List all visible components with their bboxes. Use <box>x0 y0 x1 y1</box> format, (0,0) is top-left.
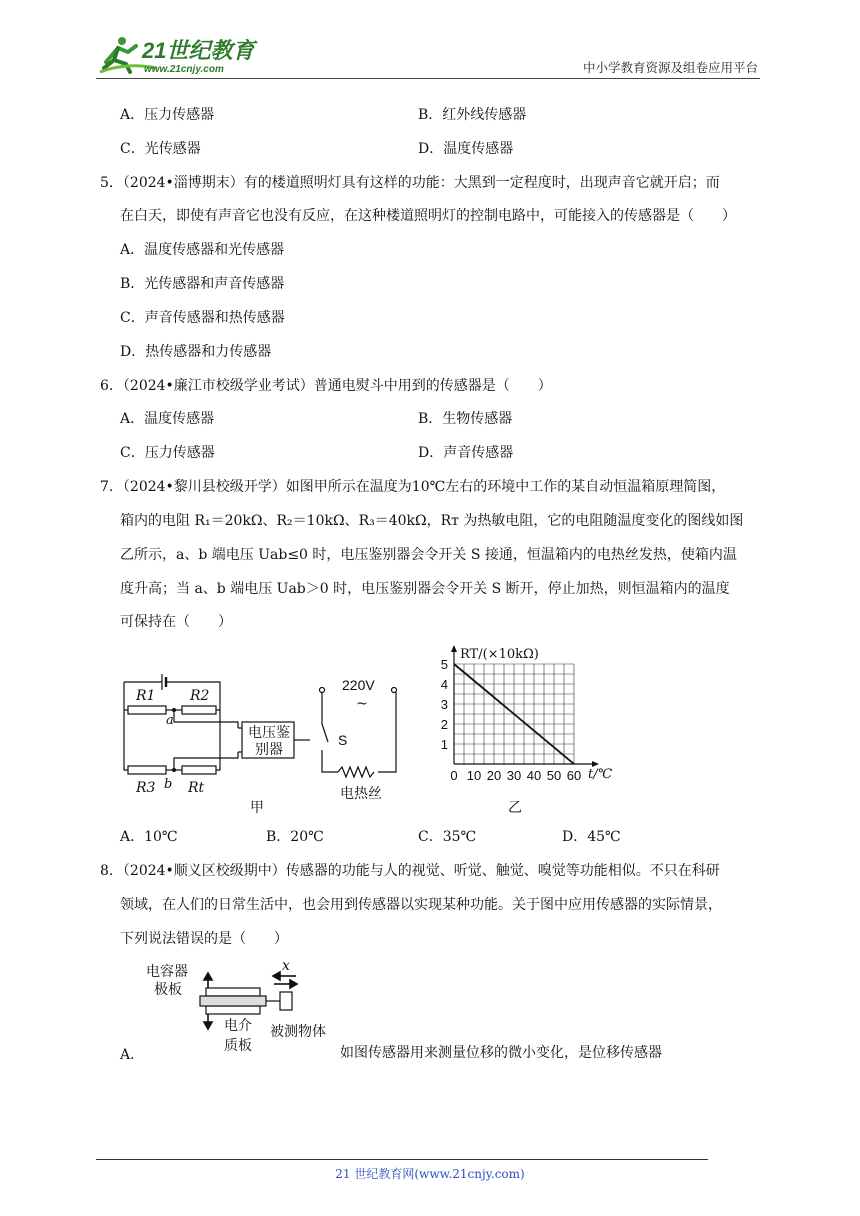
capacitor-top-plate <box>206 988 260 996</box>
q7-stem-line5: 可保持在（ ） <box>120 614 232 630</box>
dielectric-slab <box>200 996 266 1006</box>
arrow-right-icon <box>290 980 297 988</box>
detector-label-line1: 电压鉴 <box>248 725 290 741</box>
label-r3: R3 <box>136 780 156 796</box>
platform-name: 中小学教育资源及组卷应用平台 <box>582 60 758 75</box>
chart-axes <box>451 645 599 767</box>
q7-stem-line4: 度升高；当 a、b 端电压 Uab＞0 时，电压鉴别器会令开关 S 断开，停止加热，则恒温箱内的温度 <box>120 581 730 597</box>
y-tick-label: 1 <box>440 737 448 752</box>
q8-stem-line3: 下列说法错误的是（ ） <box>120 931 288 947</box>
header-divider <box>96 78 760 79</box>
q5-option-c: C．声音传感器和热传感器 <box>120 310 285 326</box>
q6-option-b: B．生物传感器 <box>418 411 513 427</box>
footer-text: 21 世纪教育网(www.21cnjy.com) <box>335 1167 525 1181</box>
arrow-down-icon <box>204 1022 212 1029</box>
label-b: b <box>164 777 173 792</box>
measured-object <box>280 992 292 1010</box>
switch-blade <box>322 724 328 742</box>
x-tick-label: 0 <box>450 768 458 783</box>
x-tick-label: 60 <box>566 768 582 783</box>
heater-coil <box>338 767 374 777</box>
site-logo <box>96 32 266 80</box>
chart-ylabel: RT/(×10kΩ) <box>460 647 539 662</box>
ac-symbol: ~ <box>356 696 368 712</box>
y-tick-label: 3 <box>440 697 448 712</box>
q8-stem-line2: 领域，在人们的日常生活中，也会用到传感器以实现某种功能。关于图中应用传感器的实际情景， <box>120 897 722 913</box>
terminal-right <box>392 688 397 693</box>
heater-label: 电热丝 <box>340 786 382 802</box>
q5-stem-line2: 在白天，即使有声音它也没有反应，在这种楼道照明灯的控制电路中，可能接入的传感器是（ ） <box>120 208 736 224</box>
label-rt: Rt <box>188 780 205 796</box>
rt-temperature-chart <box>430 640 630 820</box>
switch-label: S <box>338 732 348 748</box>
label-a: a <box>166 713 174 728</box>
q7-option-a: A．10℃ <box>120 829 178 845</box>
resistor-r3 <box>128 766 166 774</box>
x-tick-label: 20 <box>486 768 502 783</box>
capacitor-bottom-plate <box>206 1006 260 1014</box>
terminal-left <box>320 688 325 693</box>
q7-stem-line1: 7．（2024•黎川县校级开学）如图甲所示在温度为10℃左右的环境中工作的某自动恒温箱原理简图， <box>100 479 726 495</box>
fig-label-dielectric: 电介 <box>224 1018 252 1034</box>
resistor-rt <box>182 766 216 774</box>
q7-option-c: C．35℃ <box>418 829 477 845</box>
footer-divider <box>96 1159 708 1160</box>
q7-stem-line3: 乙所示，a、b 端电压 Uab≤0 时，电压鉴别器会令开关 S 接通，恒温箱内的电热丝发热，使箱内温 <box>120 547 737 563</box>
y-axis-arrow-icon <box>451 645 457 652</box>
q7-option-d: D．45℃ <box>562 829 621 845</box>
x-tick-label: 30 <box>506 768 522 783</box>
q5-stem-line1: 5．（2024•淄博期末）有的楼道照明灯具有这样的功能：大黑到一定程度时，出现声音它就开启；而 <box>100 175 720 191</box>
fig-label-capacitor: 电容器 <box>146 964 188 980</box>
q5-option-b: B．光传感器和声音传感器 <box>120 276 285 292</box>
fig-label-object: 被测物体 <box>270 1024 326 1040</box>
x-tick-label: 10 <box>466 768 482 783</box>
logo-url: www.21cnjy.com <box>144 64 224 75</box>
fig-label-plate: 极板 <box>154 982 182 998</box>
label-r1: R1 <box>136 688 156 704</box>
q4-option-d: D．温度传感器 <box>418 141 514 157</box>
circuit-diagram <box>118 660 428 820</box>
logo-text: 21世纪教育 <box>142 38 255 63</box>
q8-option-a-text: 如图传感器用来测量位移的微小变化，是位移传感器 <box>340 1045 662 1061</box>
resistor-r2 <box>182 706 216 714</box>
fig-label-dielectric-plate: 质板 <box>224 1038 252 1054</box>
y-tick-label: 5 <box>440 657 448 672</box>
q4-option-c: C．光传感器 <box>120 141 201 157</box>
q5-option-d: D．热传感器和力传感器 <box>120 344 272 360</box>
figure-caption-jia: 甲 <box>250 800 264 816</box>
y-tick-label: 4 <box>440 677 448 692</box>
fig-label-x: x <box>282 958 290 974</box>
q6-option-a: A．温度传感器 <box>120 411 215 427</box>
x-tick-label: 50 <box>546 768 562 783</box>
q6-option-c: C．压力传感器 <box>120 445 215 461</box>
q4-option-b: B．红外线传感器 <box>418 107 527 123</box>
resistor-r1 <box>128 706 166 714</box>
q8-option-a-label: A． <box>120 1047 145 1063</box>
q6-option-d: D．声音传感器 <box>418 445 514 461</box>
q6-stem: 6．（2024•廉江市校级学业考试）普通电熨斗中用到的传感器是（ ） <box>100 378 552 394</box>
label-r2: R2 <box>190 688 210 704</box>
figure-caption-yi: 乙 <box>508 800 522 816</box>
q5-option-a: A．温度传感器和光传感器 <box>120 242 285 258</box>
arrow-up-icon <box>204 973 212 980</box>
q4-option-a: A．压力传感器 <box>120 107 215 123</box>
chart-xlabel: t/℃ <box>588 767 613 782</box>
q7-stem-line2: 箱内的电阻 R₁＝20kΩ、R₂＝10kΩ、R₃＝40kΩ，Rᴛ 为热敏电阻，它的电阻随温度变化的图线如图 <box>120 513 744 529</box>
capacitor-displacement-figure <box>140 958 340 1058</box>
detector-label-line2: 别器 <box>255 742 283 758</box>
arrow-left-icon <box>273 972 280 980</box>
x-tick-label: 40 <box>526 768 542 783</box>
q8-stem-line1: 8．（2024•顺义区校级期中）传感器的功能与人的视觉、听觉、触觉、嗅觉等功能相似。不只在科研 <box>100 863 720 879</box>
voltage-label: 220V <box>342 677 375 693</box>
y-tick-label: 2 <box>440 717 448 732</box>
q7-option-b: B．20℃ <box>266 829 324 845</box>
